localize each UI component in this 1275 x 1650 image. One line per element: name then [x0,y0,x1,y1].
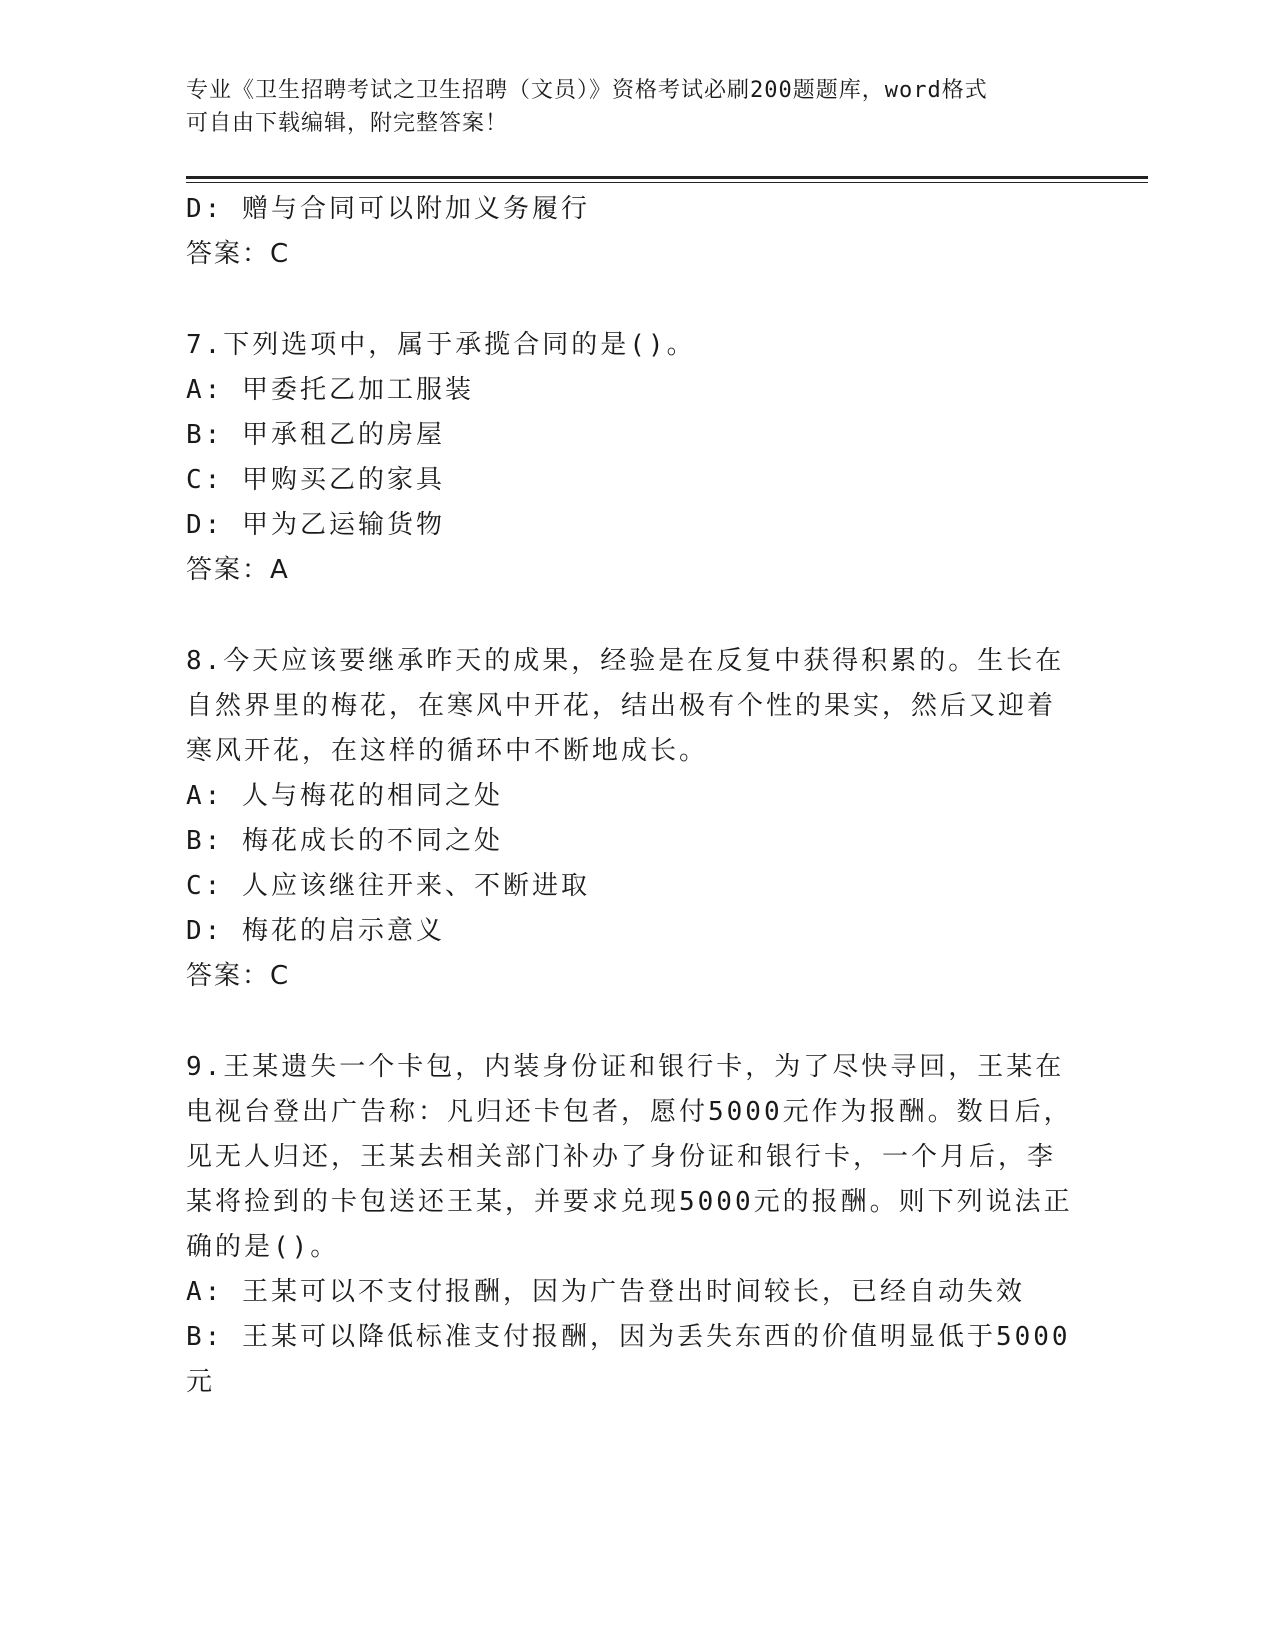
spacer [186,999,1086,1045]
header-line-2: 可自由下载编辑，附完整答案！ [186,111,509,136]
q6-answer: 答案：C [186,239,291,269]
spacer [186,593,1086,639]
q8-option-a: A: 人与梅花的相同之处 [186,781,503,811]
q8-stem-line: 8.今天应该要继承昨天的成果，经验是在反复中获得积累的。生长在 [186,646,1065,676]
q9-option-a: A: 王某可以不支付报酬，因为广告登出时间较长，已经自动失效 [186,1277,1025,1307]
question-8 [186,639,1086,999]
q8-stem-line: 自然界里的梅花，在寒风中开花，结出极有个性的果实，然后又迎着 [186,691,1057,721]
q8-answer: 答案：C [186,961,291,991]
q9-option-b-line: 元 [186,1367,216,1397]
q7-option-d: D: 甲为乙运输货物 [186,510,445,540]
q7-stem: 7.下列选项中，属于承揽合同的是()。 [186,330,696,360]
q8-option-c: C: 人应该继往开来、不断进取 [186,871,590,901]
header-divider-thick [186,176,1148,179]
q9-stem-line: 电视台登出广告称：凡归还卡包者，愿付5000元作为报酬。数日后， [186,1097,1073,1127]
q9-option-b-line: B: 王某可以降低标准支付报酬，因为丢失东西的价值明显低于5000 [186,1322,1071,1352]
header-divider-thin [186,182,1148,183]
header-line-1: 专业《卫生招聘考试之卫生招聘（文员）》资格考试必刷200题题库，word格式 [186,78,988,103]
q9-stem-line: 确的是()。 [186,1232,340,1262]
q7-option-a: A: 甲委托乙加工服装 [186,375,474,405]
q6-option-d: D: 赠与合同可以附加义务履行 [186,194,590,224]
q8-option-b: B: 梅花成长的不同之处 [186,826,503,856]
q8-option-d: D: 梅花的启示意义 [186,916,445,946]
q7-option-b: B: 甲承租乙的房屋 [186,420,445,450]
q9-stem-line: 某将捡到的卡包送还王某，并要求兑现5000元的报酬。则下列说法正 [186,1187,1073,1217]
spacer [186,277,1086,323]
q7-answer: 答案：A [186,555,290,585]
question-7 [186,323,1086,593]
question-9 [186,1045,1086,1405]
q9-stem-line: 9.王某遗失一个卡包，内装身份证和银行卡，为了尽快寻回，王某在 [186,1052,1065,1082]
q8-stem-line: 寒风开花，在这样的循环中不断地成长。 [186,736,709,766]
q7-option-c: C: 甲购买乙的家具 [186,465,445,495]
question-content [186,187,1086,1405]
question-6-continued [186,187,1086,277]
q9-stem-line: 见无人归还，王某去相关部门补办了身份证和银行卡，一个月后，李 [186,1142,1057,1172]
document-header [186,74,1066,140]
